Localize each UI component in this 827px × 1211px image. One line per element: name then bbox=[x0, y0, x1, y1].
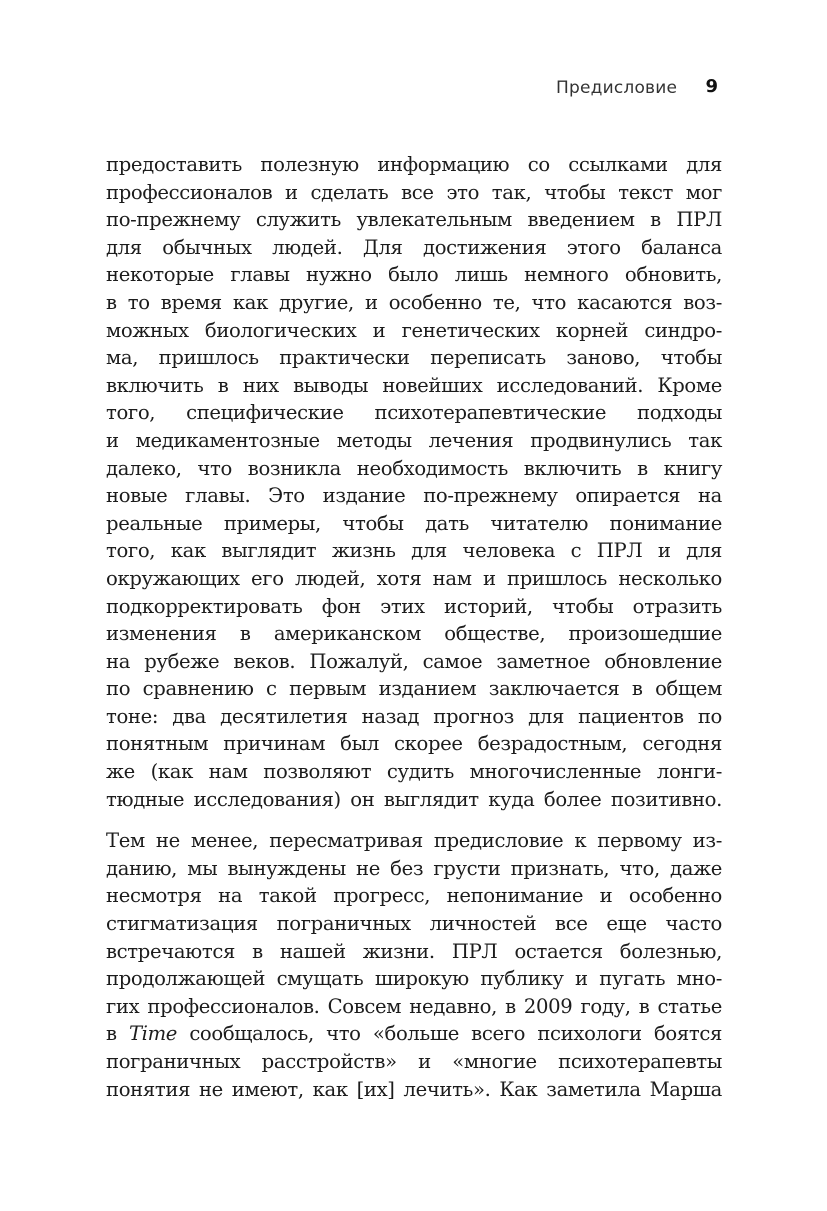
text-line: окружающих его людей, хотя нам и пришлось несколько bbox=[106, 566, 722, 590]
text-line: пограничных расстройств» и «многие психотерапевты bbox=[106, 1050, 722, 1073]
text-line: несмотря на такой прогресс, непонимание и особенно bbox=[106, 884, 722, 908]
text-line: того, как выглядит жизнь для человека с ПРЛ и для bbox=[106, 539, 722, 563]
text-line: некоторые главы нужно было лишь немного обновить, bbox=[106, 263, 722, 287]
text-line: гих профессионалов. Совсем недавно, в 2009 году, в статье bbox=[106, 994, 722, 1018]
text-line-with-italic bbox=[106, 1020, 722, 1048]
paragraph-2 bbox=[106, 827, 722, 1103]
text-line: на рубеже веков. Пожалуй, самое заметное обновление bbox=[106, 649, 722, 673]
text-line: Тем не менее, пересматривая предисловие к первому из- bbox=[106, 829, 722, 853]
text-line: ма, пришлось практически переписать заново, чтобы bbox=[106, 346, 722, 370]
text-line: по сравнению с первым изданием заключается в общем bbox=[106, 677, 722, 701]
text-line: реальные примеры, чтобы дать читателю понимание bbox=[106, 511, 722, 535]
text-line: подкорректировать фон этих историй, чтобы отразить bbox=[106, 594, 722, 618]
text-line: тоне: два десятилетия назад прогноз для пациентов по bbox=[106, 704, 722, 728]
text-line: стигматизация пограничных личностей все еще часто bbox=[106, 912, 722, 936]
text-line: того, специфические психотерапевтические подходы bbox=[106, 401, 722, 425]
section-title: Предисловие bbox=[556, 78, 678, 98]
text-fragment: в bbox=[106, 1022, 129, 1046]
page-number: 9 bbox=[705, 76, 718, 97]
text-line: включить в них выводы новейших исследований. Кроме bbox=[106, 373, 722, 397]
text-line: предоставить полезную информацию со ссылками для bbox=[106, 153, 722, 176]
running-head bbox=[556, 76, 722, 104]
text-line: понятным причинам был скорее безрадостным, сегодня bbox=[106, 732, 722, 756]
text-line: данию, мы вынуждены не без грусти признать, что, даже bbox=[106, 856, 722, 880]
text-line: продолжающей смущать широкую публику и пугать мно- bbox=[106, 967, 722, 991]
text-line: встречаются в нашей жизни. ПРЛ остается болезнью, bbox=[106, 939, 722, 963]
text-line: можных биологических и генетических корней синдро- bbox=[106, 318, 722, 342]
text-line: по-прежнему служить увлекательным введением в ПРЛ bbox=[106, 208, 722, 232]
text-line: новые главы. Это издание по-прежнему опирается на bbox=[106, 484, 722, 508]
text-line: и медикаментозные методы лечения продвинулись так bbox=[106, 428, 722, 452]
text-line: изменения в американском обществе, произошедшие bbox=[106, 622, 722, 646]
italic-title-time: Time bbox=[128, 1022, 178, 1046]
paragraph-1 bbox=[106, 151, 722, 813]
text-fragment: сообщалось, что «больше всего психологи боятся bbox=[177, 1022, 722, 1046]
text-line: тюдные исследования) он выглядит куда более позитивно. bbox=[106, 787, 722, 811]
text-line: же (как нам позволяют судить многочисленные лонги- bbox=[106, 760, 722, 784]
text-line: для обычных людей. Для достижения этого баланса bbox=[106, 235, 722, 259]
text-line: далеко, что возникла необходимость включить в книгу bbox=[106, 456, 722, 480]
text-line: понятия не имеют, как [их] лечить». Как заметила Марша bbox=[106, 1077, 722, 1101]
text-line: профессионалов и сделать все это так, чтобы текст мог bbox=[106, 180, 722, 204]
body-text bbox=[106, 151, 722, 1103]
text-line: в то время как другие, и особенно те, что касаются воз- bbox=[106, 290, 722, 314]
